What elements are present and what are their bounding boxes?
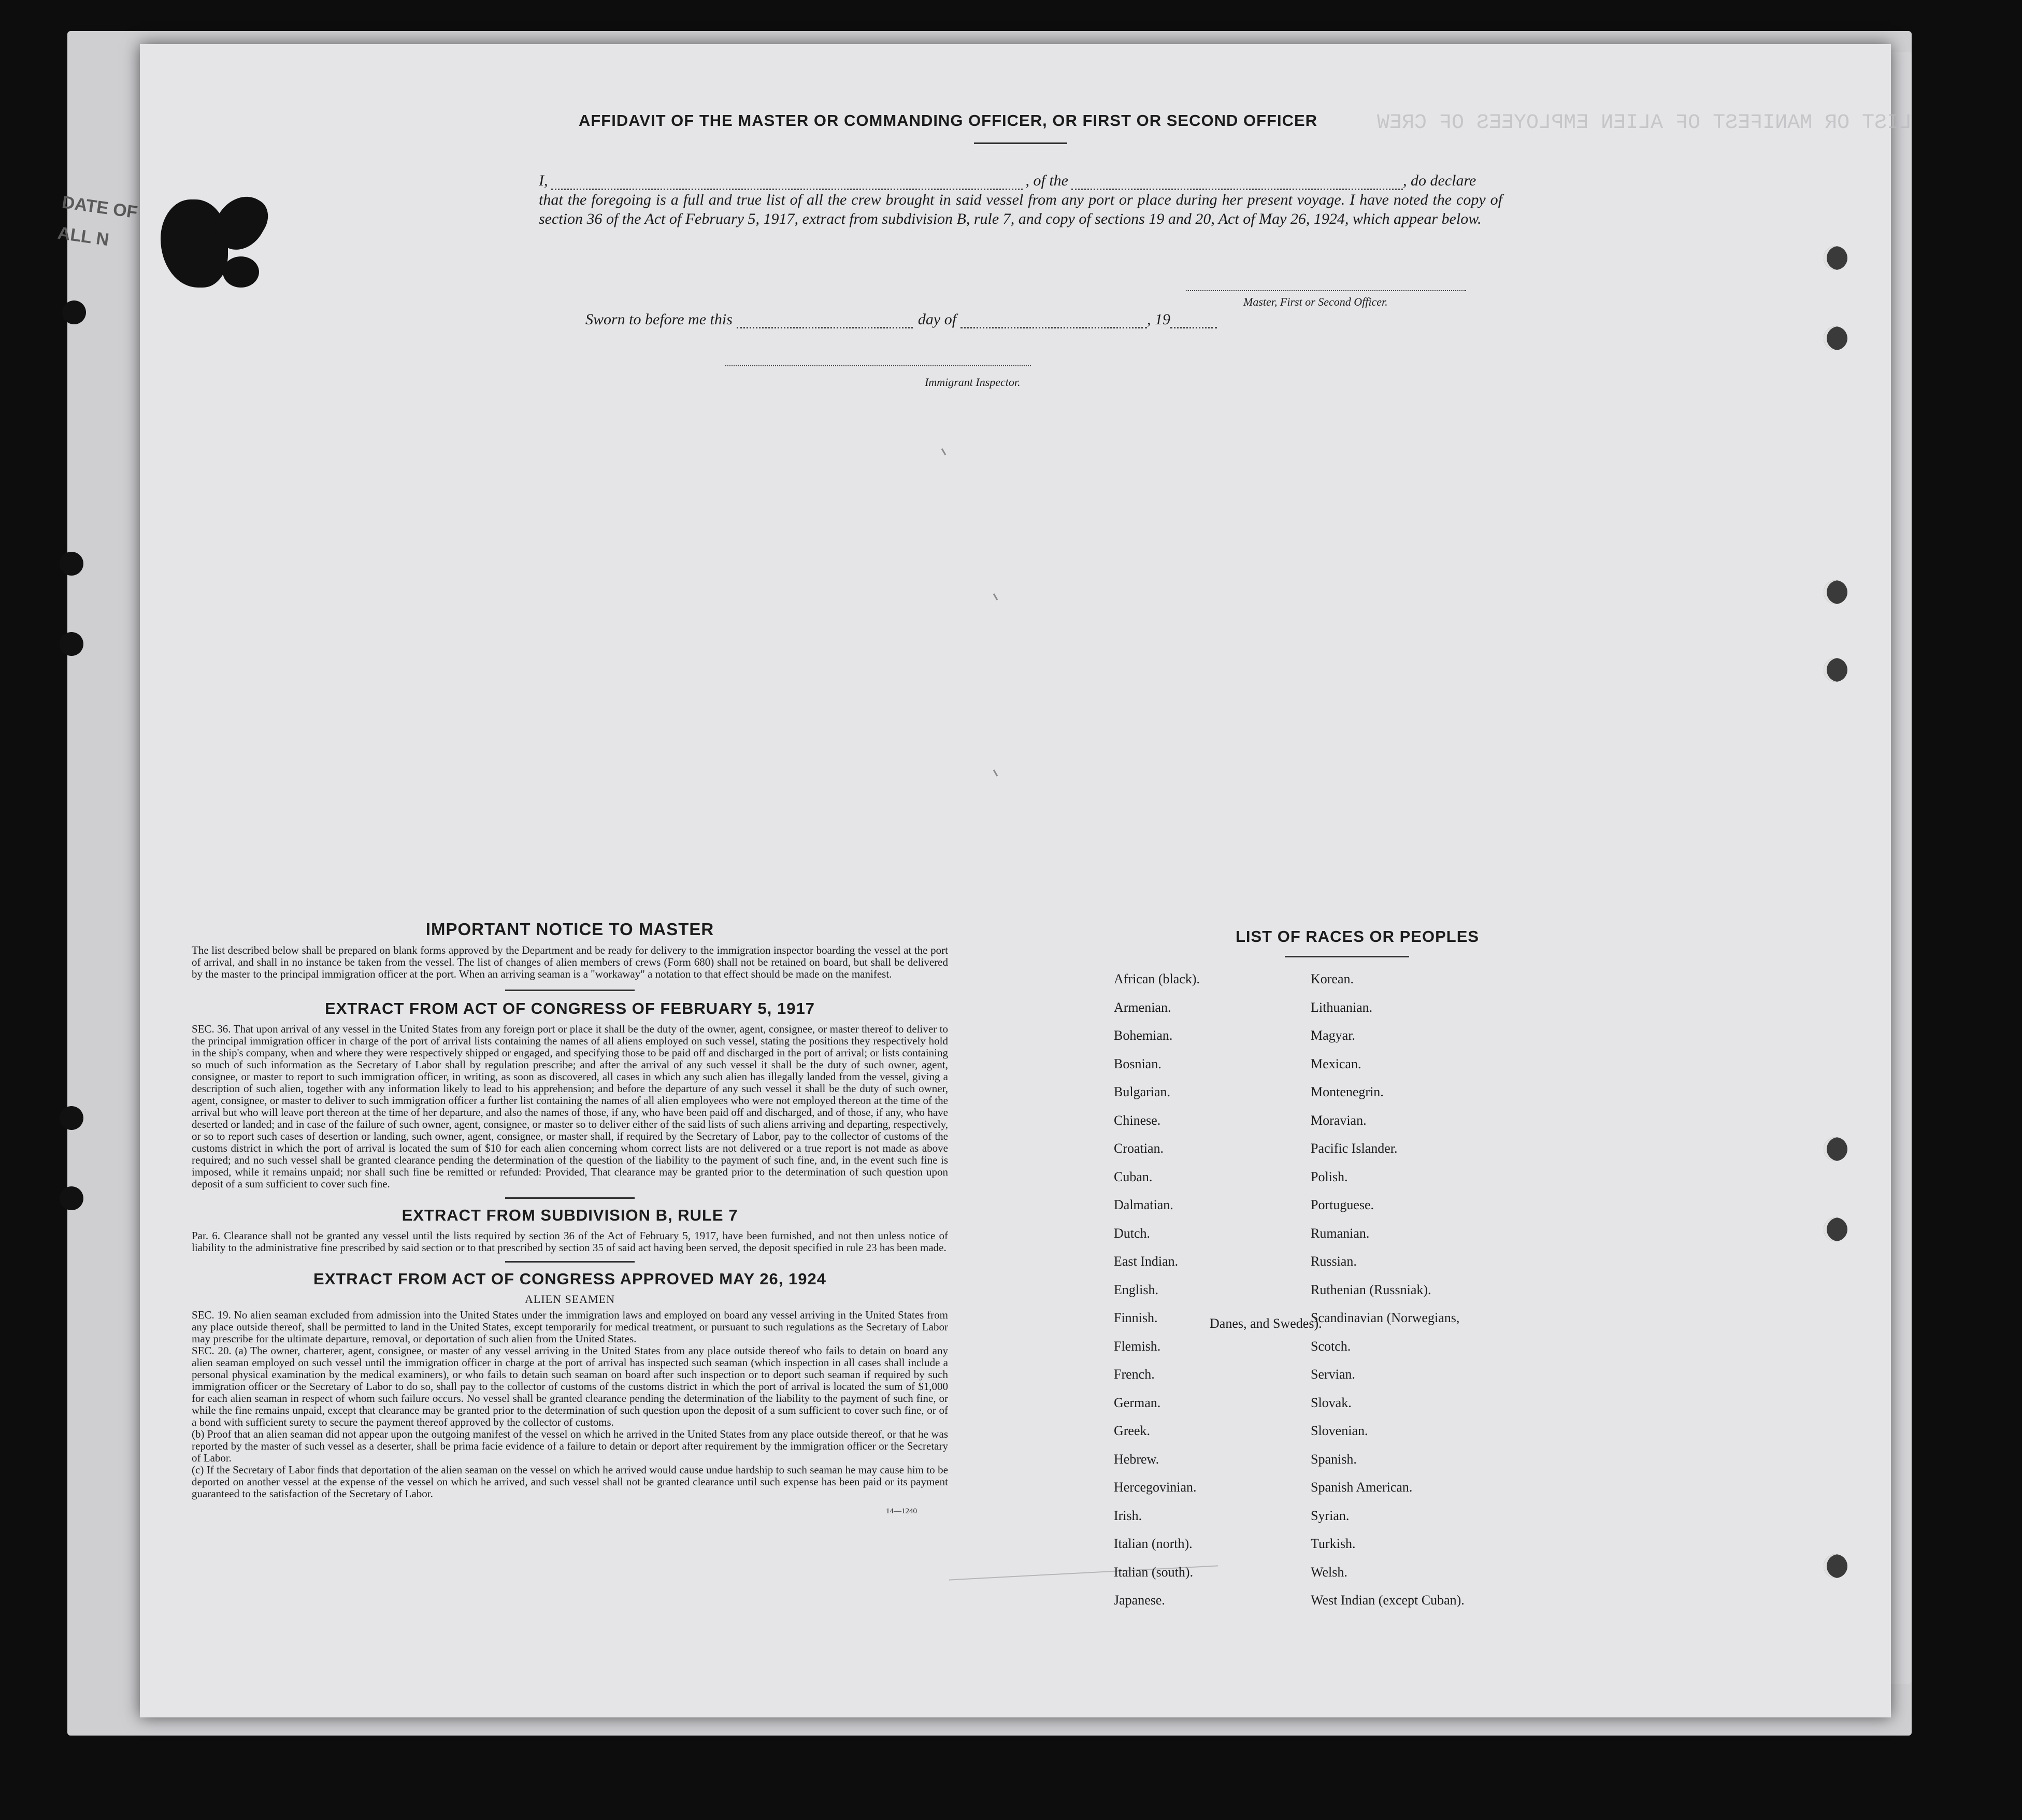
race-item: German. [1114,1395,1161,1410]
race-item: Scandinavian (Norwegians, [1311,1310,1460,1325]
extract-1917-text: SEC. 36. That upon arrival of any vessel in the United States from any foreign port or place it shall be the duty of the owner, agent, consignee, or master thereof to deliver to the principal immigration officer in charge of the port of arrival lists containing the names of all aliens employed on such vessel, stating the positions they respectively hold in the ship's company, when and where they were respectively shipped or engaged, and specifying those to be paid off and discharged in the port of arrival; or lists containing so much of such information as the Secretary of Labor shall by regulation prescribe; and after the arrival of any such vessel it shall be the duty of such owner, agent, consignee, or master to report to such immigration officer, in writing, as soon as discovered, all cases in which any such alien has illegally landed from the vessel, giving a description of such alien, together with any information likely to lead to his apprehension; and before the departure of any such vessel it shall be the duty of such owner, agent, consignee, or master to deliver to such immigration officer a further list containing the names of all alien employees who were not employed thereon at the time of the arrival but who will leave port thereon at the time of her departure, and also the names of those, if any, who have been paid off and discharged, and of those, if any, who have deserted or landed; and in case of the failure of such owner, agent, consignee, or master so to deliver either of the said lists of such aliens arriving and departing, respectively, or so to report such cases of desertion or landing, such owner, agent, consignee, or master shall, if required by the Secretary of Labor, pay to the collector of customs of the customs district in which the port of arrival is located the sum of $10 for each alien concerning whom correct lists are not delivered or a true report is not made as above required; and no such vessel shall be granted clearance pending the determination of the question of the liability to the payment of such fine, and, in the event such fine is imposed, while it remains unpaid; nor shall such fine be remitted or refunded: Provided, That clearance may be granted prior to the determination of such question upon deposit of a sum sufficient to cover such fine. [192,1023,948,1190]
race-item: Spanish. [1311,1451,1357,1467]
race-item: English. [1114,1282,1158,1297]
extract-1924-sec20b: (b) Proof that an alien seaman did not appear upon the outgoing manifest of the vessel on which he arrived in the United States from any place outside thereof, or that he was reported by the master of such vessel as a deserter, shall be prima facie evidence of a failure to detain or deport after requirement by the immigration officer or the Secretary of Labor. [192,1428,948,1464]
binder-hole [60,552,83,576]
affidavit-declaration [539,171,1502,228]
binder-hole [1824,580,1847,604]
form-number: 14—1240 [886,1507,917,1515]
notice-title: IMPORTANT NOTICE TO MASTER [425,920,714,939]
affidavit-title: AFFIDAVIT OF THE MASTER OR COMMANDING OFFICER, OR FIRST OR SECOND OFFICER [578,111,1318,130]
race-item: Lithuanian. [1311,999,1373,1015]
master-signature-label: Master, First or Second Officer. [1243,295,1388,308]
sworn-day-of: day of [917,311,957,328]
extract-1924-title: EXTRACT FROM ACT OF CONGRESS APPROVED MAY 26, 1924 [313,1270,826,1288]
race-item: West Indian (except Cuban). [1311,1593,1465,1608]
binder-hole [60,1186,83,1210]
declaration-line-1 [539,171,1502,190]
show-through-mark [941,448,947,455]
ink-blot-drip [223,256,259,288]
declare-suffix: , do declare [1403,172,1476,189]
binder-hole [1824,1137,1847,1161]
declarant-prefix: I, [539,172,548,189]
race-item: Russian. [1311,1254,1357,1269]
race-item: Bosnian. [1114,1056,1161,1071]
race-item: Korean. [1311,971,1354,986]
race-item: Slovenian. [1311,1423,1368,1438]
sworn-prefix: Sworn to before me this [585,311,733,328]
sworn-month-field[interactable] [960,327,1147,328]
rule7-title: EXTRACT FROM SUBDIVISION B, RULE 7 [401,1206,738,1224]
race-item: Mexican. [1311,1056,1361,1071]
race-item: Scotch. [1311,1338,1351,1354]
race-item: Flemish. [1114,1338,1161,1354]
sworn-year-prefix: , 19 [1147,311,1171,328]
affidavit-body: that the foregoing is a full and true list of all the crew brought in said vessel from any port or place during her present voyage. I have noted the copy of section 36 of the Act of February 5, 1917, extract from subdivision B, rule 7, and copy of sections 19 and 20, Act of May 26, 1924, which appear below. [539,191,1502,227]
race-item: Italian (north). [1114,1536,1193,1551]
extract-1917-title: EXTRACT FROM ACT OF CONGRESS OF FEBRUARY 5, 1917 [325,999,815,1018]
binder-hole [1824,658,1847,682]
race-item: Chinese. [1114,1112,1161,1128]
vessel-prefix: , of the [1025,172,1068,189]
race-item: Japanese. [1114,1593,1165,1608]
race-item: Italian (south). [1114,1564,1194,1580]
race-item: Servian. [1311,1367,1355,1382]
race-item: Croatian. [1114,1141,1164,1156]
extract-1924-sec20c: (c) If the Secretary of Labor finds that deportation of the alien seaman on the vessel on which he arrived would cause undue hardship to such seaman he may cause him to be deported on another vessel at the expense of the vessel on which he arrived, and such vessel shall not be granted clearance until such expense has been paid or its payment guaranteed to the satisfaction of the Secretary of Labor. [192,1464,948,1500]
binder-hole [1824,1217,1847,1241]
race-item: African (black). [1114,971,1200,986]
race-item: Hebrew. [1114,1451,1159,1467]
race-item: Rumanian. [1311,1225,1370,1241]
binder-hole [60,632,83,656]
notice-text: The list described below shall be prepared on blank forms approved by the Department and be ready for delivery to the immigration inspector boarding the vessel at the port of arrival, and shall in no instance be taken from the vessel. The list of changes of alien members of crews (Form 680) shall not be retained on board, but shall be delivered by the master to the principal immigration officer at the port. When an arriving seaman is a "workaway" a notation to that effect should be made on the manifest. [192,944,948,980]
sworn-day-field[interactable] [737,327,913,328]
race-item: East Indian. [1114,1254,1179,1269]
race-item: Bulgarian. [1114,1084,1171,1099]
race-item: Ruthenian (Russniak). [1311,1282,1431,1297]
race-item: Greek. [1114,1423,1151,1438]
race-item: Portuguese. [1311,1197,1374,1212]
race-item: Slovak. [1311,1395,1352,1410]
race-item: Dutch. [1114,1225,1151,1241]
race-scandinavian-continued: Danes, and Swedes). [1210,1316,1322,1331]
races-title: LIST OF RACES OR PEOPLES [1235,927,1480,945]
race-item: French. [1114,1367,1155,1382]
show-through-mark [993,593,998,600]
extract-1924-sec20a: SEC. 20. (a) The owner, charterer, agent, consignee, or master of any vessel arriving in the United States from any place outside thereof who fails to detain on board any alien seaman employed on such vessel until the immigration officer in charge at the port of arrival has inspected such seaman (which inspection in all cases shall include a personal physical examination by the medical examiners), or who fails to detain such seaman on board after such inspection or to deport such seaman if required by such immigration officer or the Secretary of Labor to do so, shall pay to the collector of customs of the customs district in which the port of arrival is located the sum of $1,000 for each alien seaman in respect of whom such failure occurs. No vessel shall be granted clearance pending the determination of the liability to the payment of such fine, or while the fine remains unpaid, except that clearance may be granted prior to the determination of such question upon the deposit of a sum sufficient to cover such fine, or of a bond with sufficient surety to secure the payment thereof approved by the collector of customs. [192,1344,948,1428]
race-item: Armenian. [1114,999,1171,1015]
race-item: Polish. [1311,1169,1348,1184]
affidavit-divider [974,142,1067,144]
race-item: Hercegovinian. [1114,1480,1197,1495]
extract-1924-subtitle: ALIEN SEAMEN [525,1293,615,1306]
sworn-year-field[interactable] [1170,327,1217,328]
binder-hole [62,300,86,324]
extract-1924-sec19: SEC. 19. No alien seaman excluded from admission into the United States under the immigration laws and employed on board any vessel arriving in the United States from any place outside thereof, shall be permitted to land in the United States, except temporarily for medical treatment, or pursuant to such regulations as the Secretary of Labor may prescribe for the ultimate departure, removal, or deportation of such alien from the United States. [192,1309,948,1345]
master-signature-line[interactable] [1186,290,1466,291]
show-through-mark [993,769,998,777]
races-divider [1285,956,1409,957]
rule7-text: Par. 6. Clearance shall not be granted any vessel until the lists required by section 36 of the Act of February 5, 1917, have been furnished, and not then unless notice of liability to the administrative fine prescribed by said section or to that prescribed by section 35 of said act having been served, the deposit specified in rule 23 has been made. [192,1229,948,1254]
ink-blot [161,199,228,288]
legal-extracts-column [192,920,948,1516]
document-page [140,44,1912,1717]
notice-divider [505,990,635,991]
binder-hole [1824,326,1847,350]
binder-hole [1824,246,1847,270]
race-item: Spanish American. [1311,1480,1413,1495]
race-item: Pacific Islander. [1311,1141,1398,1156]
inspector-signature-line[interactable] [725,365,1031,366]
race-item: Dalmatian. [1114,1197,1173,1212]
extract-1917-divider [505,1197,635,1199]
inspector-signature-label: Immigrant Inspector. [925,376,1021,389]
race-item: Turkish. [1311,1536,1356,1551]
date-stamp [55,187,139,259]
race-item: Finnish. [1114,1310,1158,1325]
race-item: Bohemian. [1114,1028,1173,1043]
rule7-divider [505,1261,635,1263]
race-item: Irish. [1114,1508,1142,1523]
binder-hole [60,1106,83,1130]
stamp-line-2: ALL N [56,223,110,250]
race-item: Montenegrin. [1311,1084,1384,1099]
race-item: Syrian. [1311,1508,1350,1523]
race-item: Welsh. [1311,1564,1347,1580]
show-through-title: LIST OR MANIFEST OF ALIEN EMPLOYEES OF CREW [1376,111,1912,135]
sworn-line [585,311,1217,328]
binder-hole [1824,1554,1847,1578]
race-item: Cuban. [1114,1169,1153,1184]
race-item: Magyar. [1311,1028,1355,1043]
race-item: Moravian. [1311,1112,1367,1128]
stamp-line-1: DATE OF [61,192,139,223]
